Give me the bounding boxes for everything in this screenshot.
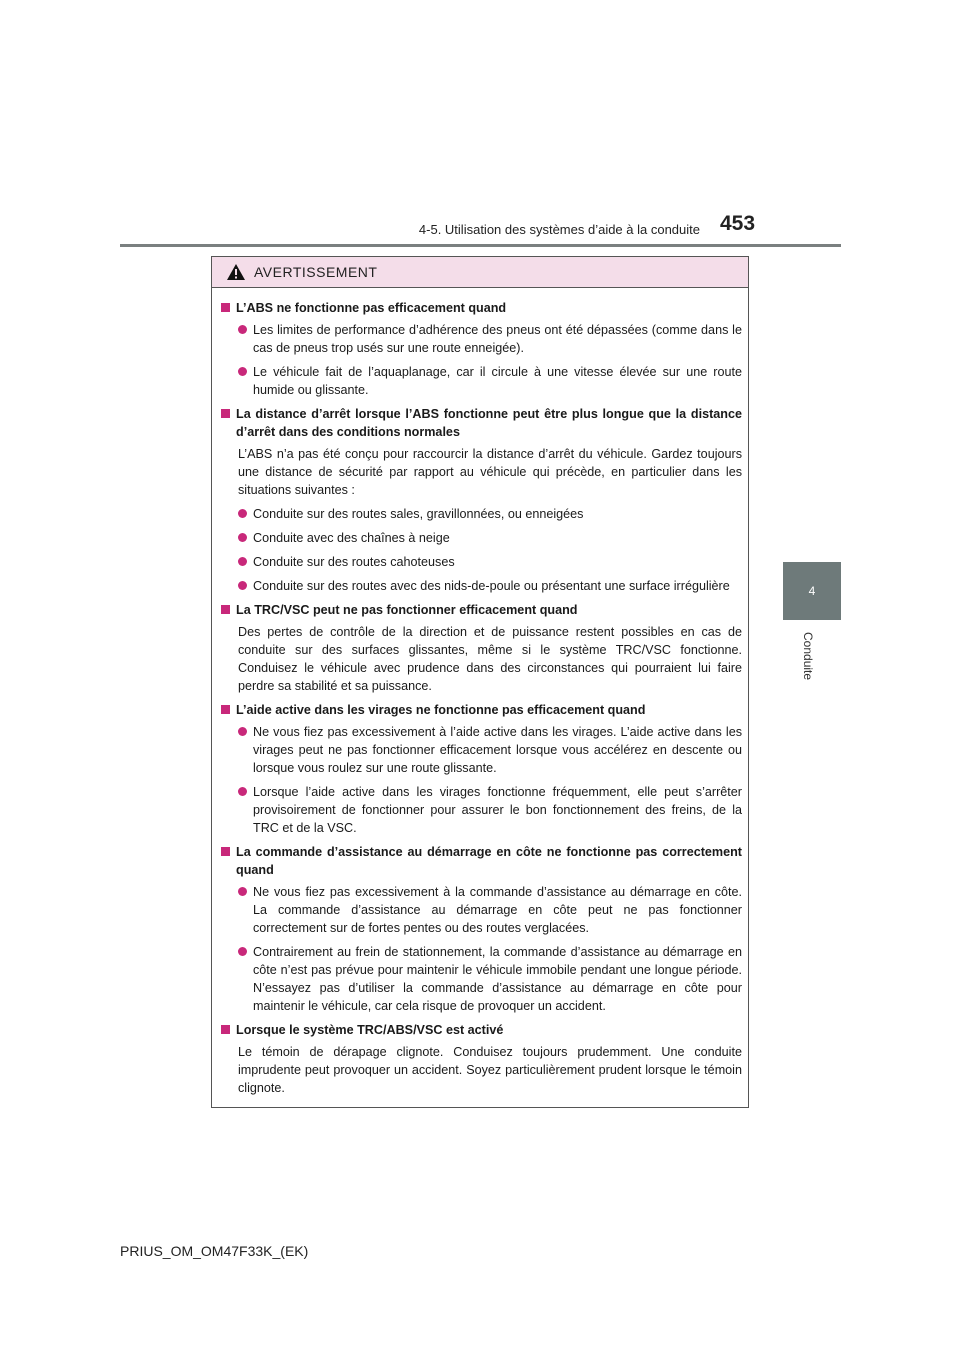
bullet-text: Conduite sur des routes avec des nids-de-poule ou présentant une surface irrégulière [253,579,730,593]
section-heading-text: La commande d’assistance au démarrage en côte ne fonctionne pas correctement quand [236,845,742,877]
round-bullet-icon [238,787,247,796]
bullet-item [238,553,742,571]
bullet-text: Ne vous fiez pas excessivement à l’aide active dans les virages. L’aide active dans les virages peut ne pas fonctionner efficacement lorsque vous accélérez en descente ou lorsque vous roulez sur une route glissante. [253,725,742,775]
section-heading [221,601,742,619]
section-heading [221,299,742,317]
bullet-text: Conduite sur des routes sales, gravillonnées, ou enneigées [253,507,584,521]
section-title: 4-5. Utilisation des systèmes d’aide à la conduite [418,222,700,237]
section-heading-text: Lorsque le système TRC/ABS/VSC est activé [236,1023,504,1037]
round-bullet-icon [238,367,247,376]
section-heading-text: L’ABS ne fonctionne pas efficacement quand [236,301,507,315]
warning-section [221,601,742,695]
warning-section [221,1021,742,1097]
bullet-text: Les limites de performance d’adhérence des pneus ont été dépassées (comme dans le cas de pneus trop usés sur une route enneigée). [253,323,742,355]
header-divider [120,244,841,247]
bullet-item [238,943,742,1015]
document-code: PRIUS_OM_OM47F33K_(EK) [120,1243,309,1259]
square-bullet-icon [221,705,230,714]
page-number: 453 [720,212,756,235]
square-bullet-icon [221,1025,230,1034]
section-heading [221,701,742,719]
square-bullet-icon [221,303,230,312]
warning-title: AVERTISSEMENT [254,264,378,280]
bullet-text: Le véhicule fait de l’aquaplanage, car il circule à une vitesse élevée sur une route humide ou glissante. [253,365,742,397]
section-heading [221,1021,742,1039]
bullet-item [238,723,742,777]
warning-section [221,701,742,837]
round-bullet-icon [238,581,247,590]
bullet-item [238,363,742,399]
bullet-text: Ne vous fiez pas excessivement à la commande d’assistance au démarrage en côte. La commande d’assistance au démarrage en côte peut ne pas fonctionner correctement sur de fortes pentes ou des routes verglacées. [253,885,742,935]
section-heading-text: L’aide active dans les virages ne fonctionne pas efficacement quand [236,703,646,717]
bullet-text: Conduite sur des routes cahoteuses [253,555,455,569]
bullet-text: Contrairement au frein de stationnement, la commande d’assistance au démarrage en côte n’est pas prévue pour maintenir le véhicule immobile pendant une longue période. N’essayez pas d’utiliser la commande d’assistance au démarrage en côte pour maintenir le véhicule, car cela risque de provoquer un accident. [253,945,742,1013]
round-bullet-icon [238,727,247,736]
section-paragraph: Des pertes de contrôle de la direction et de puissance restent possibles en cas de conduite sur des surfaces glissantes, même si le système TRC/VSC fonctionne. Conduisez le véhicule avec prudence dans des circonstances qui pourraient lui faire perdre sa stabilité et sa puissance. [238,625,742,693]
section-heading-text: La TRC/VSC peut ne pas fonctionner efficacement quand [236,603,578,617]
bullet-item [238,783,742,837]
round-bullet-icon [238,557,247,566]
square-bullet-icon [221,409,230,418]
warning-header [212,257,748,288]
bullet-item [238,883,742,937]
bullet-text: Conduite avec des chaînes à neige [253,531,450,545]
warning-content [212,288,748,1097]
square-bullet-icon [221,847,230,856]
round-bullet-icon [238,509,247,518]
section-paragraph: Le témoin de dérapage clignote. Conduisez toujours prudemment. Une conduite imprudente peut provoquer un accident. Soyez particulièrement prudent lorsque le témoin clignote. [238,1045,742,1095]
chapter-label: Conduite [801,632,815,681]
chapter-number: 4 [808,584,816,598]
round-bullet-icon [238,887,247,896]
round-bullet-icon [238,533,247,542]
bullet-item [238,321,742,357]
warning-section [221,843,742,1015]
chapter-tab[interactable] [783,562,841,620]
bullet-item [238,577,742,595]
warning-triangle-icon [226,263,246,281]
round-bullet-icon [238,325,247,334]
bullet-item [238,505,742,523]
square-bullet-icon [221,605,230,614]
warning-box [211,256,749,1108]
section-heading-text: La distance d’arrêt lorsque l’ABS fonctionne peut être plus longue que la distance d’arrêt dans des conditions normales [236,407,742,439]
section-heading [221,405,742,441]
bullet-text: Lorsque l’aide active dans les virages fonctionne fréquemment, elle peut s’arrêter provisoirement de fonctionner pour assurer le bon fonctionnement des freins, de la TRC et de la VSC. [253,785,742,835]
round-bullet-icon [238,947,247,956]
section-paragraph: L’ABS n’a pas été conçu pour raccourcir la distance d’arrêt du véhicule. Gardez toujours une distance de sécurité par rapport au véhicule qui précède, en particulier dans les situations suivantes : [238,447,742,497]
warning-section [221,299,742,399]
section-heading [221,843,742,879]
warning-section [221,405,742,595]
bullet-item [238,529,742,547]
